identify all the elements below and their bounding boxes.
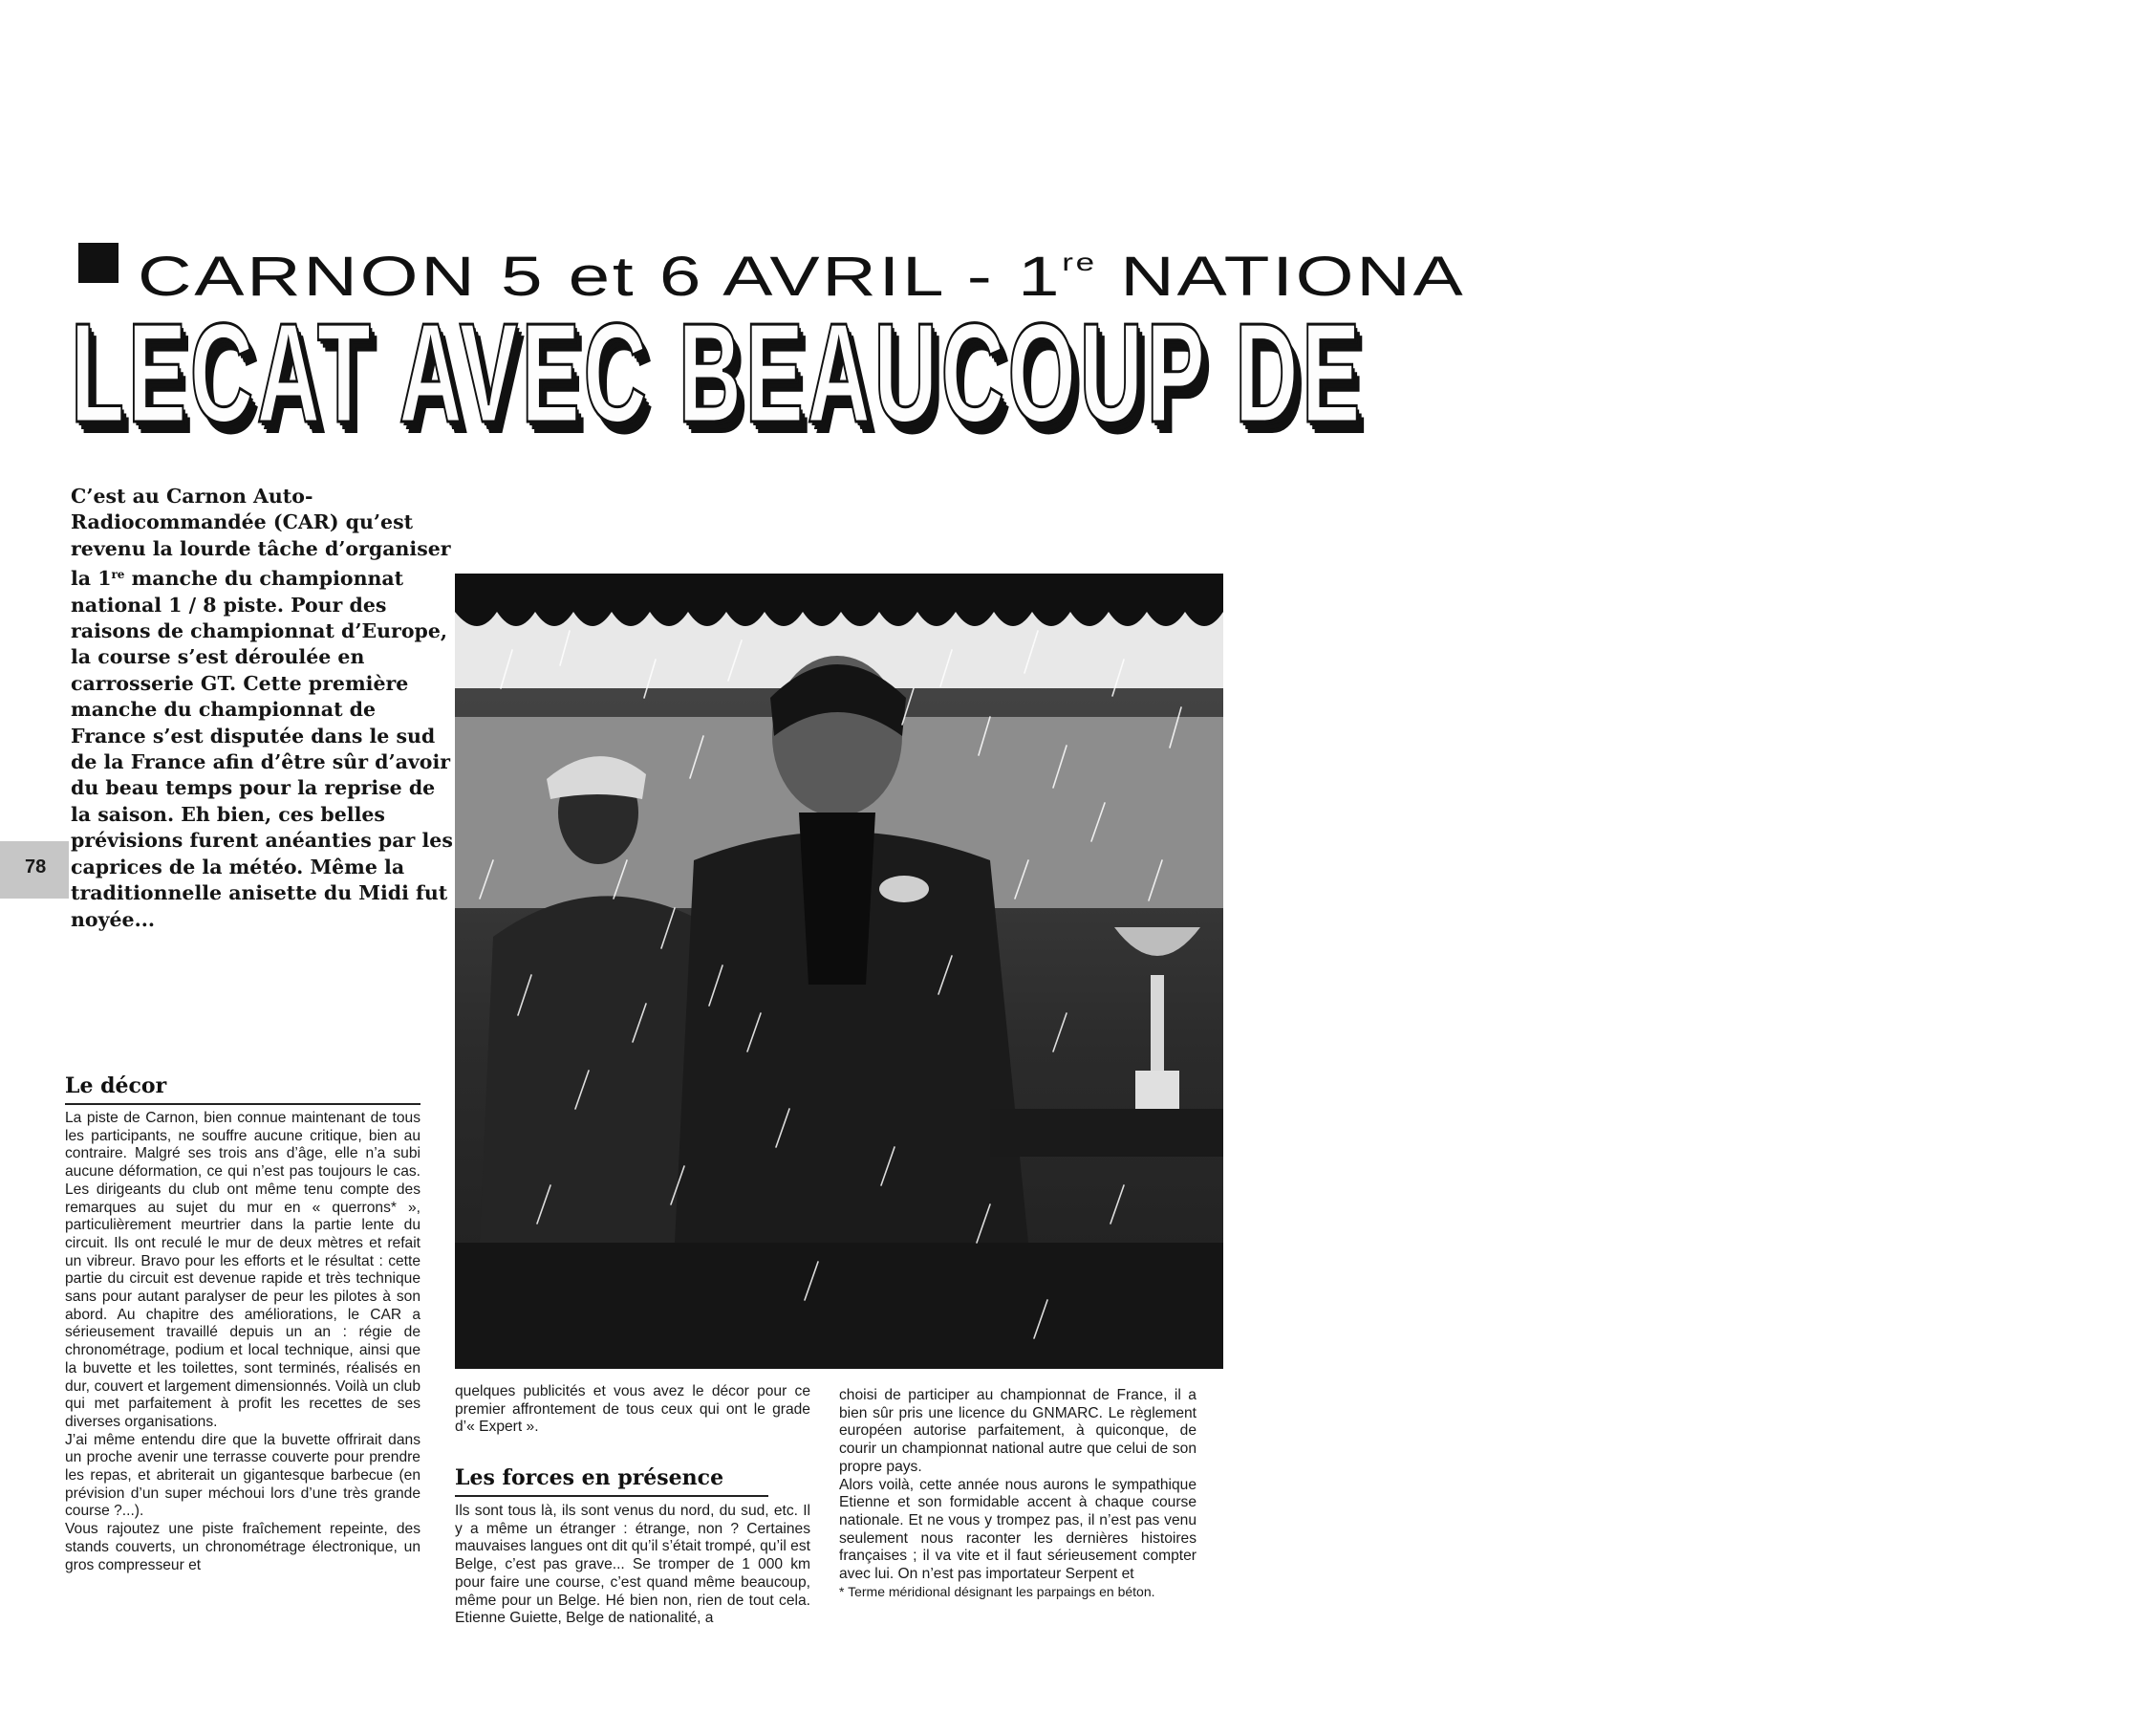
photo-scarf: [799, 813, 875, 985]
page-number: 78: [25, 856, 47, 878]
col2-paragraph-1: quelques publicités et vous avez le décor pour ce premier affrontement de tous ceux qui ont le grade d’« Expert ».: [455, 1383, 810, 1436]
intro-paragraph: [71, 484, 453, 933]
heading-rule-2: [455, 1495, 768, 1497]
heading-le-decor: Le décor: [65, 1073, 167, 1098]
headline: [71, 293, 1364, 461]
column-3-text: [839, 1387, 1197, 1600]
heading-forces: Les forces en présence: [455, 1465, 724, 1490]
decor-paragraph-3: Vous rajoutez une piste fraîchement repeinte, des stands couverts, un chronométrage électronique, un gros compresseur et: [65, 1521, 420, 1573]
col3-paragraph-1: choisi de participer au championnat de France, il a bien sûr pris une licence du GNMARC. Le règlement européen autorise parfaitement, à quiconque, de courir un championnat national autre que celui de son propre pays.: [839, 1387, 1197, 1475]
headline-text: LECAT AVEC BEAUCOUP DE: [71, 294, 1364, 452]
intro-sup: re: [111, 568, 125, 582]
footnote: * Terme méridional désignant les parpaings en béton.: [839, 1583, 1155, 1599]
photo-podium-champagne: [455, 574, 1223, 1369]
column-1-text: [65, 1110, 420, 1574]
photo-table: [990, 1109, 1223, 1157]
photo-illustration: [455, 574, 1223, 1369]
kicker-line: [78, 233, 1466, 308]
decor-paragraph-2: J’ai même entendu dire que la buvette offrirait dans un proche avenir une terrasse couverte pour prendre les repas, et abriterait un gigantesque barbecue (en prévision d’un super méchoui lors d’une très grande course ?...).: [65, 1431, 420, 1520]
col3-paragraph-2: Alors voilà, cette année nous aurons le sympathique Etienne et son formidable accent à chaque course nationale. Et ne vous y trompez pas, il n’est pas venu seulement nous raconter les dernières histoires françaises ; il va vite et il faut sérieusement compter avec lui. On n’est pas importateur Serpent et: [839, 1476, 1197, 1583]
photo-ground: [455, 1243, 1223, 1369]
forces-paragraph-1: Ils sont tous là, ils sont venus du nord, du sud, etc. Il y a même un étranger : étrange, non ? Certaines mauvaises langues ont dit qu’il s’était trompé, qu’il est Belge, c’est pas grave... Se tromper de 1 000 km pour faire une course, c’est quand même beaucoup, même pour un Belge. Hé bien non, rien de tout cela. Etienne Guiette, Belge de nationalité, a: [455, 1503, 810, 1627]
kicker-end: NATIONA: [1097, 246, 1466, 308]
column-2-text: [455, 1383, 810, 1437]
intro-part1: C’est au Carnon Auto-Radiocommandée (CAR) qu’est revenu la lourde tâche d’organiser la 1: [71, 485, 451, 591]
square-bullet-icon: [78, 243, 119, 283]
photo-badge: [879, 876, 929, 902]
intro-part2: manche du championnat national 1 / 8 piste. Pour des raisons de championnat d’Europe, la course s’est déroulée en carrosserie GT. Cette première manche du championnat de France s’est disputée dans le sud de la France afin d’être sûr d’avoir du beau temps pour la reprise de la saison. Eh bien, ces belles prévisions furent anéanties par les caprices de la météo. Même la traditionnelle anisette du Midi fut noyée...: [71, 567, 453, 931]
decor-paragraph-1: La piste de Carnon, bien connue maintenant de tous les participants, ne souffre aucune critique, bien au contraire. Malgré ses trois ans d’âge, elle n’a subi aucune déformation, ce qui n’est pas toujours le cas. Les dirigeants du club ont même tenu compte des remarques au sujet du mur en « querrons* », particulièrement meurtrier dans la partie lente du circuit. Ils ont reculé le mur de deux mètres et refait un vibreur. Bravo pour les efforts et le résultat : cette partie du circuit est devenue rapide et très technique sans pour autant paralyser de peur les pilotes à son abord. Au chapitre des améliorations, le CAR a sérieusement travaillé depuis un an : régie de chronométrage, podium et local technique, ainsi que la buvette et les toilettes, sont terminés, réalisés en dur, couvert et largement dimensionnés. Voilà un club qui met parfaitement à profit les recettes de ses diverses organisations.: [65, 1110, 420, 1430]
heading-rule: [65, 1103, 420, 1105]
kicker-main: CARNON 5 et 6 AVRIL - 1: [138, 246, 1063, 308]
photo-trophy-cup: [1114, 927, 1200, 956]
column-2-forces-text: [455, 1503, 810, 1628]
kicker-sup: re: [1062, 248, 1098, 276]
